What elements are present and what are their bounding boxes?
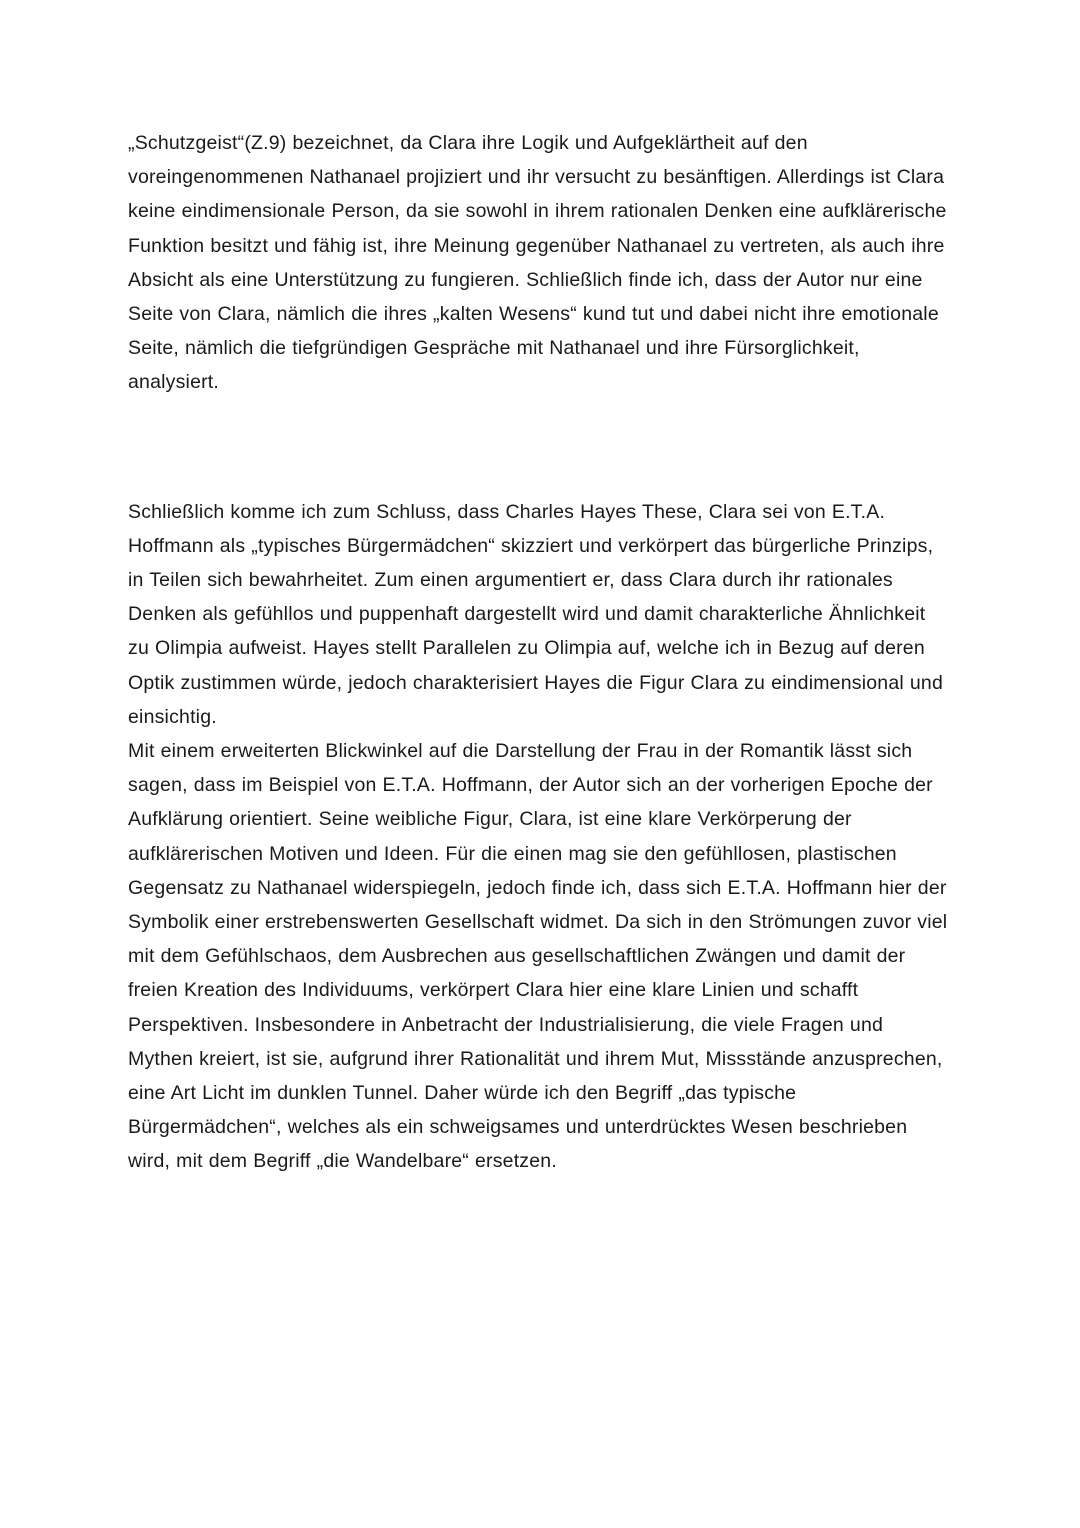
paragraph-clara-schutzgeist: „Schutzgeist“(Z.9) bezeichnet, da Clara ihre Logik und Aufgeklärtheit auf den voreingenommenen Nathanael projiziert und ihr versucht zu besänftigen. Allerdings ist Clara keine eindimensionale Person, da sie sowohl in ihrem rationalen Denken eine aufklärerische Funktion besitzt und fähig ist, ihre Meinung gegenüber Nathanael zu vertreten, als auch ihre Absicht als eine Unterstützung zu fungieren. Schließlich finde ich, dass der Autor nur eine Seite von Clara, nämlich die ihres „kalten Wesens“ kund tut und dabei nicht ihre emotionale Seite, nämlich die tiefgründigen Gespräche mit Nathanael und ihre Fürsorglichkeit, analysiert. [128, 132, 947, 394]
document-text-body [128, 126, 952, 1179]
paragraph-romantik-fazit: Mit einem erweiterten Blickwinkel auf die Darstellung der Frau in der Romantik lässt sich sagen, dass im Beispiel von E.T.A. Hoffmann, der Autor sich an der vorherigen Epoche der Aufklärung orientiert. Seine weibliche Figur, Clara, ist eine klare Verkörperung der aufklärerischen Motiven und Ideen. Für die einen mag sie den gefühllosen, plastischen Gegensatz zu Nathanael widerspiegeln, jedoch finde ich, dass sich E.T.A. Hoffmann hier der Symbolik einer erstrebenswerten Gesellschaft widmet. Da sich in den Strömungen zuvor viel mit dem Gefühlschaos, dem Ausbrechen aus gesellschaftlichen Zwängen und damit der freien Kreation des Individuums, verkörpert Clara hier eine klare Linien und schafft Perspektiven. Insbesondere in Anbetracht der Industrialisierung, die viele Fragen und Mythen kreiert, ist sie, aufgrund ihrer Rationalität und ihrem Mut, Missstände anzusprechen, eine Art Licht im dunklen Tunnel. Daher würde ich den Begriff „das typische Bürgermädchen“, welches als ein schweigsames und unterdrücktes Wesen beschrieben wird, mit dem Begriff „die Wandelbare“ ersetzen. [128, 740, 948, 1173]
paragraph-hayes-these: Schließlich komme ich zum Schluss, dass Charles Hayes These, Clara sei von E.T.A. Hoffmann als „typisches Bürgermädchen“ skizziert und verkörpert das bürgerliche Prinzips, in Teilen sich bewahrheitet. Zum einen argumentiert er, dass Clara durch ihr rationales Denken als gefühllos und puppenhaft dargestellt wird und damit charakterliche Ähnlichkeit zu Olimpia aufweist. Hayes stellt Parallelen zu Olimpia auf, welche ich in Bezug auf deren Optik zustimmen würde, jedoch charakterisiert Hayes die Figur Clara zu eindimensional und einsichtig. [128, 500, 944, 728]
